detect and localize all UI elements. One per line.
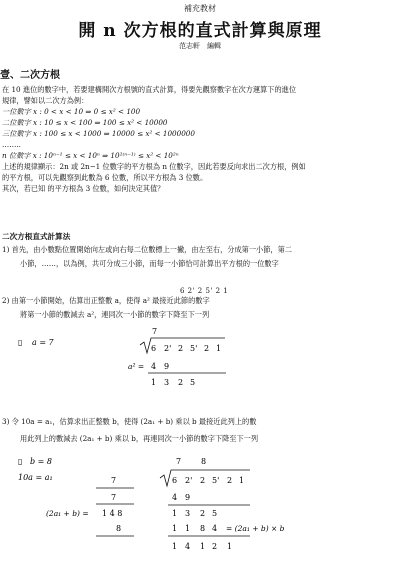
calc2-sub2-0: 1 [172,524,178,533]
calc2-rem1-3: 5 [212,509,218,518]
calc2-rad-2: 2 [200,476,206,485]
rule-line: n 位數字 x : 10ⁿ⁻¹ ≤ x < 10ⁿ ⇒ 10²⁽ⁿ⁻¹⁾ ≤ x² < 10²ⁿ [2,151,179,160]
para-line: 其次，若已知 的平方根為 3 位數，如何決定其值？ [2,184,165,193]
calc2-rem1-2: 2 [200,509,206,518]
calc2-rem1-0: 1 [172,509,178,518]
document-title: 開 n 次方根的直式計算與原理 [78,21,322,41]
calc1-rem-2: 2 [178,378,184,387]
calc1-sub-1: 9 [164,362,170,371]
calc2-sub2-3: 4 [212,524,218,533]
rule-line: 二位數字 x : 10 ≤ x < 100 ⇒ 100 ≤ x² < 10000 [2,118,168,127]
section-heading: 壹、二次方根 [0,70,60,81]
para-line: 的平方根，可以先觀察到此數為 6 位數，所以平方根為 3 位數。 [2,173,208,182]
calc2-rem2-2: 1 [200,542,206,551]
calc2-rad-1: 2' [185,476,193,485]
calc2-marker: ▯ [18,457,23,466]
calc2-left-8: 8 [116,524,122,533]
calc1-marker: ▯ [18,338,23,347]
author-line: 范志軒 編輯 [179,42,221,50]
calc2-diagram [0,450,400,576]
calc2-rem2-4: 1 [227,542,233,551]
para-line: 規律，譬如以二次方為例： [2,96,89,105]
calc1-rad-2: 2 [178,344,184,353]
calc2-sub2-1: 1 [185,524,191,533]
calc2-sub2-2: 8 [200,524,206,533]
step1-line-b: 小節，……，以為例，共可分成三小節，而每一小節恰可計算出平方根的一位數字 [20,259,279,268]
calc1-rem-1: 3 [164,378,170,387]
ellipsis-line: …….. [2,140,21,149]
calc2-rad-3: 5' [212,476,220,485]
calc2-left-mid: 7 [111,493,117,502]
calc2-left-top: 7 [111,476,117,485]
calc2-sub1-0: 4 [172,493,178,502]
calc2-rem2-0: 1 [172,542,178,551]
calc1-rad-0: 6 [151,344,157,353]
step3-line-b: 用此列上的數減去 (2a₁ + b) 乘以 b，再連同次一小節的數字下降至下一列 [20,434,259,443]
calc1-sub-label: a² = [128,362,145,371]
calc2-quotient-1: 8 [201,457,207,466]
section-body [2,84,306,194]
rule-line: 一位數字 x : 0 < x < 10 ⇒ 0 ≤ x² < 100 [2,107,141,116]
calc2-rem1-1: 3 [185,509,191,518]
calc1-rad-4: 2 [204,344,210,353]
calc2-sub2-note: = (2a₁ + b) × b [226,524,285,533]
step2-line-b: 將第一小節的數減去 a²，連同次一小節的數字下降至下一列 [20,310,210,319]
calc2-rad-4: 2 [227,476,233,485]
rule-line: 三位數字 x : 100 ≤ x < 1000 ⇒ 10000 ≤ x² < 1000000 [2,129,195,138]
calc1-rem-0: 1 [151,378,157,387]
calc1-rad-1: 2' [164,344,172,353]
calc1-diagram [0,325,400,397]
calc2-given-a1: 10a = a₁ [18,473,53,482]
calc2-rem2-3: 2 [212,542,218,551]
supplement-label: 補充教材 [184,4,216,13]
calc1-sub-0: 4 [151,362,157,371]
calc2-left-148: 1 4 8 [102,509,123,518]
method-heading: 二次方根直式計算法 [2,232,71,241]
calc2-sub1-1: 9 [185,493,191,502]
step2-line-a: 2) 由第一小節開始，估算出正整數 a，使得 a² 最接近此節的數字 [2,296,210,305]
calc2-left-label: (2a₁ + b) = [46,509,89,518]
calc1-quotient: 7 [152,327,158,336]
calc2-quotient-0: 7 [176,457,182,466]
step3-line-a: 3) 令 10a = a₁，估算求出正整數 b，使得 (2a₁ + b) 乘以 b 最接近此列上的數 [2,417,257,426]
calc2-rem2-1: 4 [185,542,191,551]
para-line: 在 10 進位的數字中，若要建構開次方根號的直式計算，得要先觀察數字在次方運算下的進位 [2,85,297,94]
calc1-rem-3: 5 [190,378,196,387]
step1-line-a: 1) 首先，由小數點位置開始向左或向右每二位數標上一撇，由左至右，分成第一小節，第二 [2,245,292,254]
calc1-rad-3: 5' [190,344,198,353]
step2-overlay-digits: 6 2' 2 5' 2 1 [180,287,229,295]
calc2-rad-0: 6 [172,476,178,485]
para-line: 上述的規律顯示：2n 或 2n−1 位數字的平方根為 n 位數字，因此若要反向求出二次方根，例如 [2,162,306,171]
calc2-rad-5: 1 [239,476,245,485]
calc1-given: a = 7 [32,338,54,347]
calc1-rad-5: 1 [216,344,222,353]
calc2-given-b: b = 8 [30,457,52,466]
